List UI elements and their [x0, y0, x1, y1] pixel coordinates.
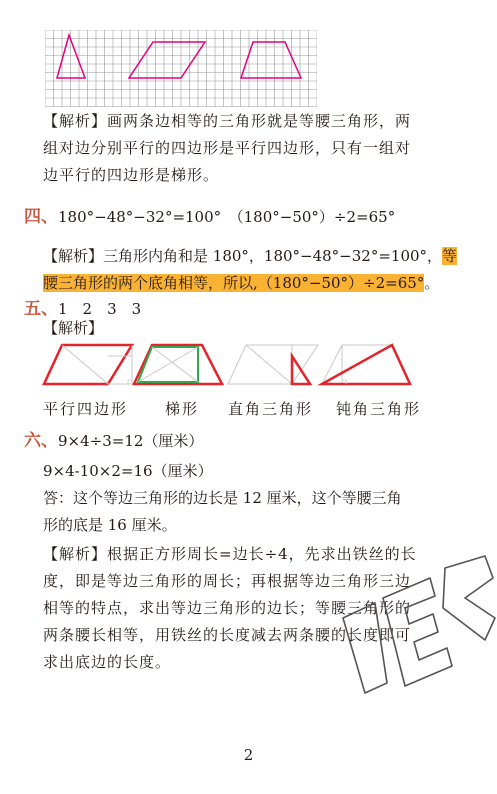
section6-line-1: 9×4÷3=12（厘米）: [58, 432, 204, 450]
section4-jiexi-highlight-start: 等: [442, 247, 458, 265]
section6-header: [24, 430, 203, 452]
caption-obtuse-triangle: 钝角三角形: [336, 400, 422, 418]
trapezoid-figure: [134, 345, 222, 384]
section6-answer-line-2: 形的底是 16 厘米。: [43, 516, 177, 534]
right-triangle-figure: [228, 345, 318, 384]
section3-jiexi-line-2: 组对边分别平行的四边形是平行四边形，只有一组对: [43, 139, 412, 157]
caption-trapezoid: 梯形: [165, 400, 200, 418]
caption-right-triangle: 直角三角形: [228, 400, 314, 418]
section4-answer: 180°−48°−32°=100° （180°−50°）÷2=65°: [58, 208, 396, 226]
section6-jiexi-line-2: 度，即是等边三角形的周长；再根据等边三角形三边: [43, 572, 412, 590]
page-number: 2: [243, 746, 254, 764]
section6-answer-line-1: 答：这个等边三角形的边长是 12 厘米，这个等腰三角: [43, 489, 402, 507]
section5-number: 五、: [24, 299, 58, 319]
section6-jiexi-line-5: 求出底边的长度。: [43, 653, 172, 671]
section5-jiexi-label: 【解析】: [43, 319, 104, 337]
section4-jiexi-line-2: [43, 272, 439, 294]
section5-answers: 1 2 3 3: [58, 300, 142, 318]
drawing-grid: [45, 30, 317, 110]
section6-line-2: 9×4-10×2=16（厘米）: [43, 462, 213, 480]
section6-jiexi-line-3: 相等的特点，求出等边三角形的边长；等腰三角形的: [43, 599, 412, 617]
section4-jiexi-line-1: [43, 245, 457, 267]
obtuse-triangle-figure: [322, 345, 410, 384]
section5-figures: [40, 342, 420, 394]
section4-jiexi-end: 。: [424, 274, 440, 292]
section6-jiexi-line-4: 两条腰长相等，用铁丝的长度减去两条腰的长度即可: [43, 626, 412, 644]
isosceles-triangle-shape: [57, 35, 85, 78]
section3-jiexi-line-3: 边平行的四边形是梯形。: [43, 166, 220, 184]
section6-number: 六、: [24, 431, 58, 451]
section4-number: 四、: [24, 207, 58, 227]
section4-header: [24, 206, 395, 228]
parallelogram-figure: [44, 345, 132, 384]
section4-jiexi-highlight: 腰三角形的两个底角相等，所以,（180°−50°）÷2=65°: [43, 274, 425, 292]
section4-jiexi-text: 【解析】三角形内角和是 180°，180°−48°−32°=100°，: [43, 247, 443, 265]
section6-jiexi-line-1: 【解析】根据正方形周长=边长÷4，先求出铁丝的长: [43, 545, 417, 563]
section3-jiexi-line-1: 【解析】画两条边相等的三角形就是等腰三角形，两: [43, 112, 412, 130]
watermark-graphic: [335, 548, 497, 698]
caption-parallelogram: 平行四边形: [43, 400, 129, 418]
